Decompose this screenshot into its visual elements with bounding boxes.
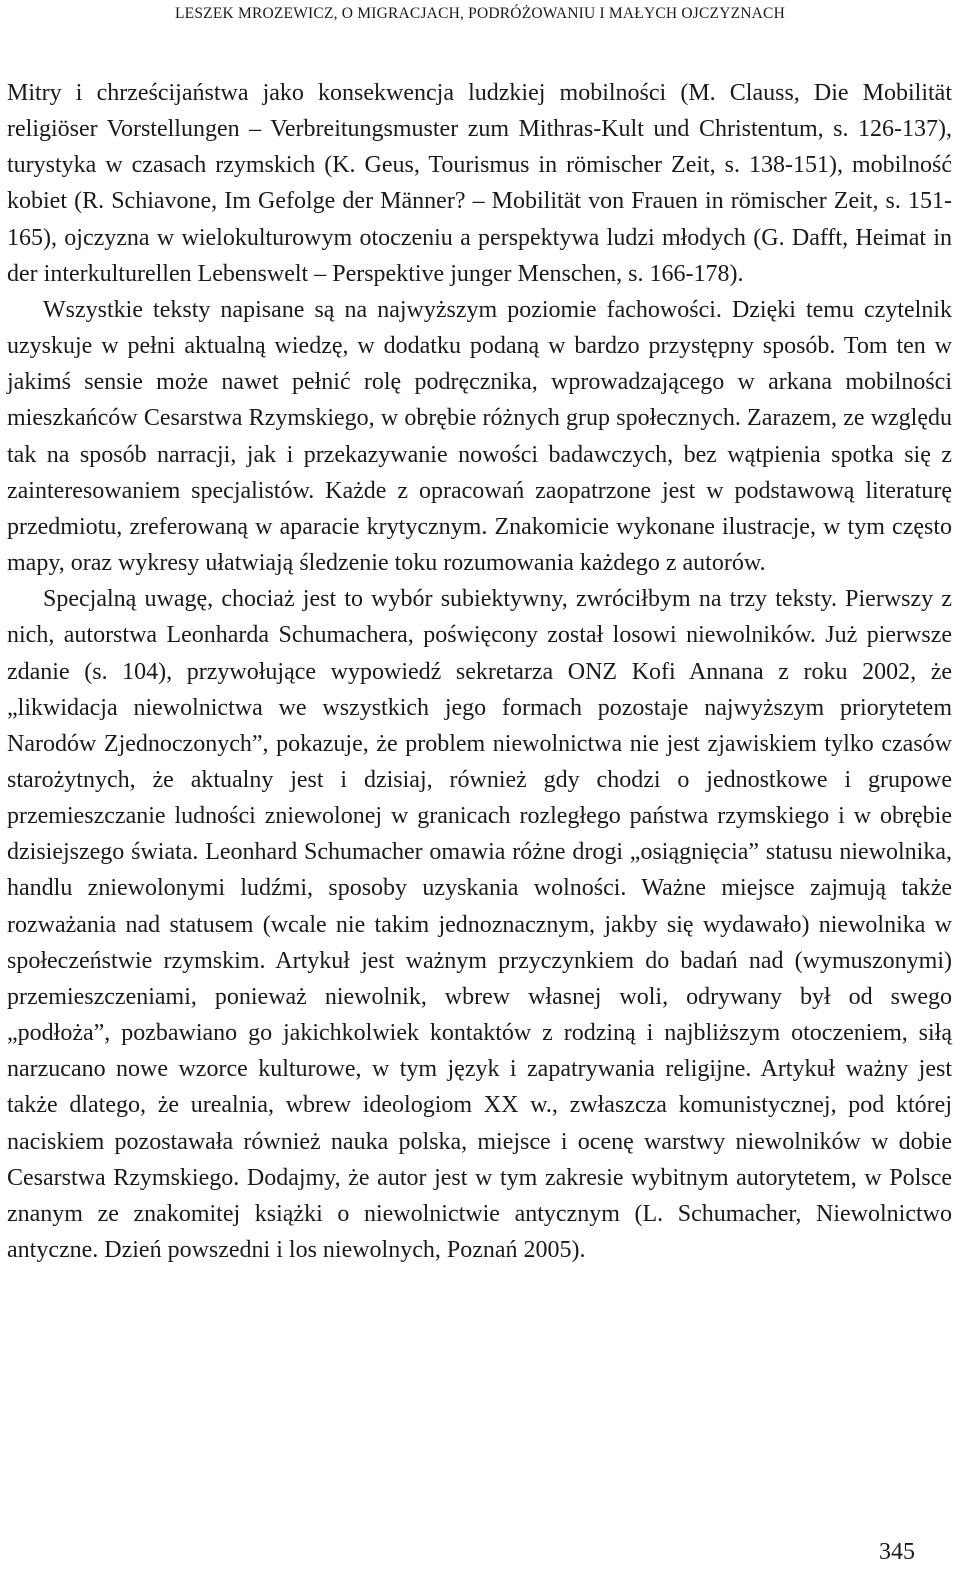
paragraph-2: Wszystkie teksty napisane są na najwyższym poziomie fachowości. Dzięki temu czytelnik uzyskuje w pełni aktualną wiedzę, w dodatku podaną w bardzo przystępny sposób. Tom ten w jakimś sensie może nawet pełnić rolę podręcznika, wprowadzającego w arkana mobilności mieszkańców Cesarstwa Rzymskiego, w obrębie różnych grup społecznych. Zarazem, ze względu tak na sposób narracji, jak i przekazywanie nowości badawczych, bez wątpienia spotka się z zainteresowaniem specjalistów. Każde z opracowań zaopatrzone jest w podstawową literaturę przedmiotu, zreferowaną w aparacie krytycznym. Znakomicie wykonane ilustracje, w tym często mapy, oraz wykresy ułatwiają śledzenie toku rozumowania każdego z autorów.	[7, 296, 952, 577]
running-head: LESZEK MROZEWICZ, O MIGRACJACH, PODRÓŻOWANIU I MAŁYCH OJCZYZNACH	[175, 5, 785, 22]
paragraph-1: Mitry i chrześcijaństwa jako konsekwencja ludzkiej mobilności (M. Clauss, Die Mobilität religiöser Vorstellungen – Verbreitungsmuster zum Mithras-Kult und Christentum, s. 126-137), turystyka w czasach rzymskich (K. Geus, Tourismus in römischer Zeit, s. 138-151), mobilność kobiet (R. Schiavone, Im Gefolge der Männer? – Mobilität von Frauen in römischer Zeit, s. 151-165), ojczyzna w wielokulturowym otoczeniu a perspektywa ludzi młodych (G. Dafft, Heimat in der interkulturellen Lebenswelt – Perspektive junger Menschen, s. 166-178).	[7, 80, 952, 287]
paragraph-3: Specjalną uwagę, chociaż jest to wybór subiektywny, zwróciłbym na trzy teksty. Pierwszy z nich, autorstwa Leonharda Schumachera, poświęcony został losowi niewolników. Już pierwsze zdanie (s. 104), przywołujące wypowiedź sekretarza ONZ Kofi Annana z roku 2002, że „likwidacja niewolnictwa we wszystkich jego formach pozostaje najwyższym priorytetem Narodów Zjednoczonych”, pokazuje, że problem niewolnictwa nie jest zjawiskiem tylko czasów starożytnych, że aktualny jest i dzisiaj, również gdy chodzi o jednostkowe i grupowe przemieszczanie ludności zniewolonej w granicach rozległego państwa rzymskiego i w obrębie dzisiejszego świata. Leonhard Schumacher omawia różne drogi „osiągnięcia” statusu niewolnika, handlu zniewolonymi ludźmi, sposoby uzyskania wolności. Ważne miejsce zajmują także rozważania nad statusem (wcale nie takim jednoznacznym, jakby się wydawało) niewolnika w społeczeństwie rzymskim. Artykuł jest ważnym przyczynkiem do badań nad (wymuszonymi) przemieszczeniami, ponieważ niewolnik, wbrew własnej woli, odrywany był od swego „podłoża”, pozbawiano go jakichkolwiek kontaktów z rodziną i najbliższym otoczeniem, siłą narzucano nowe wzorce kulturowe, w tym język i zapatrywania religijne. Artykuł ważny jest także dlatego, że urealnia, wbrew ideologiom XX w., zwłaszcza komunistycznej, pod której naciskiem pozostawała również nauka polska, miejsce i ocenę warstwy niewolników w dobie Cesarstwa Rzymskiego. Dodajmy, że autor jest w tym zakresie wybitnym autorytetem, w Polsce znanym ze znakomitej książki o niewolnictwie antycznym (L. Schumacher, Niewolnictwo antyczne. Dzień powszedni i los niewolnych, Poznań 2005).	[7, 586, 952, 1263]
page-number: 345	[879, 1539, 915, 1565]
body-text	[7, 75, 952, 1268]
